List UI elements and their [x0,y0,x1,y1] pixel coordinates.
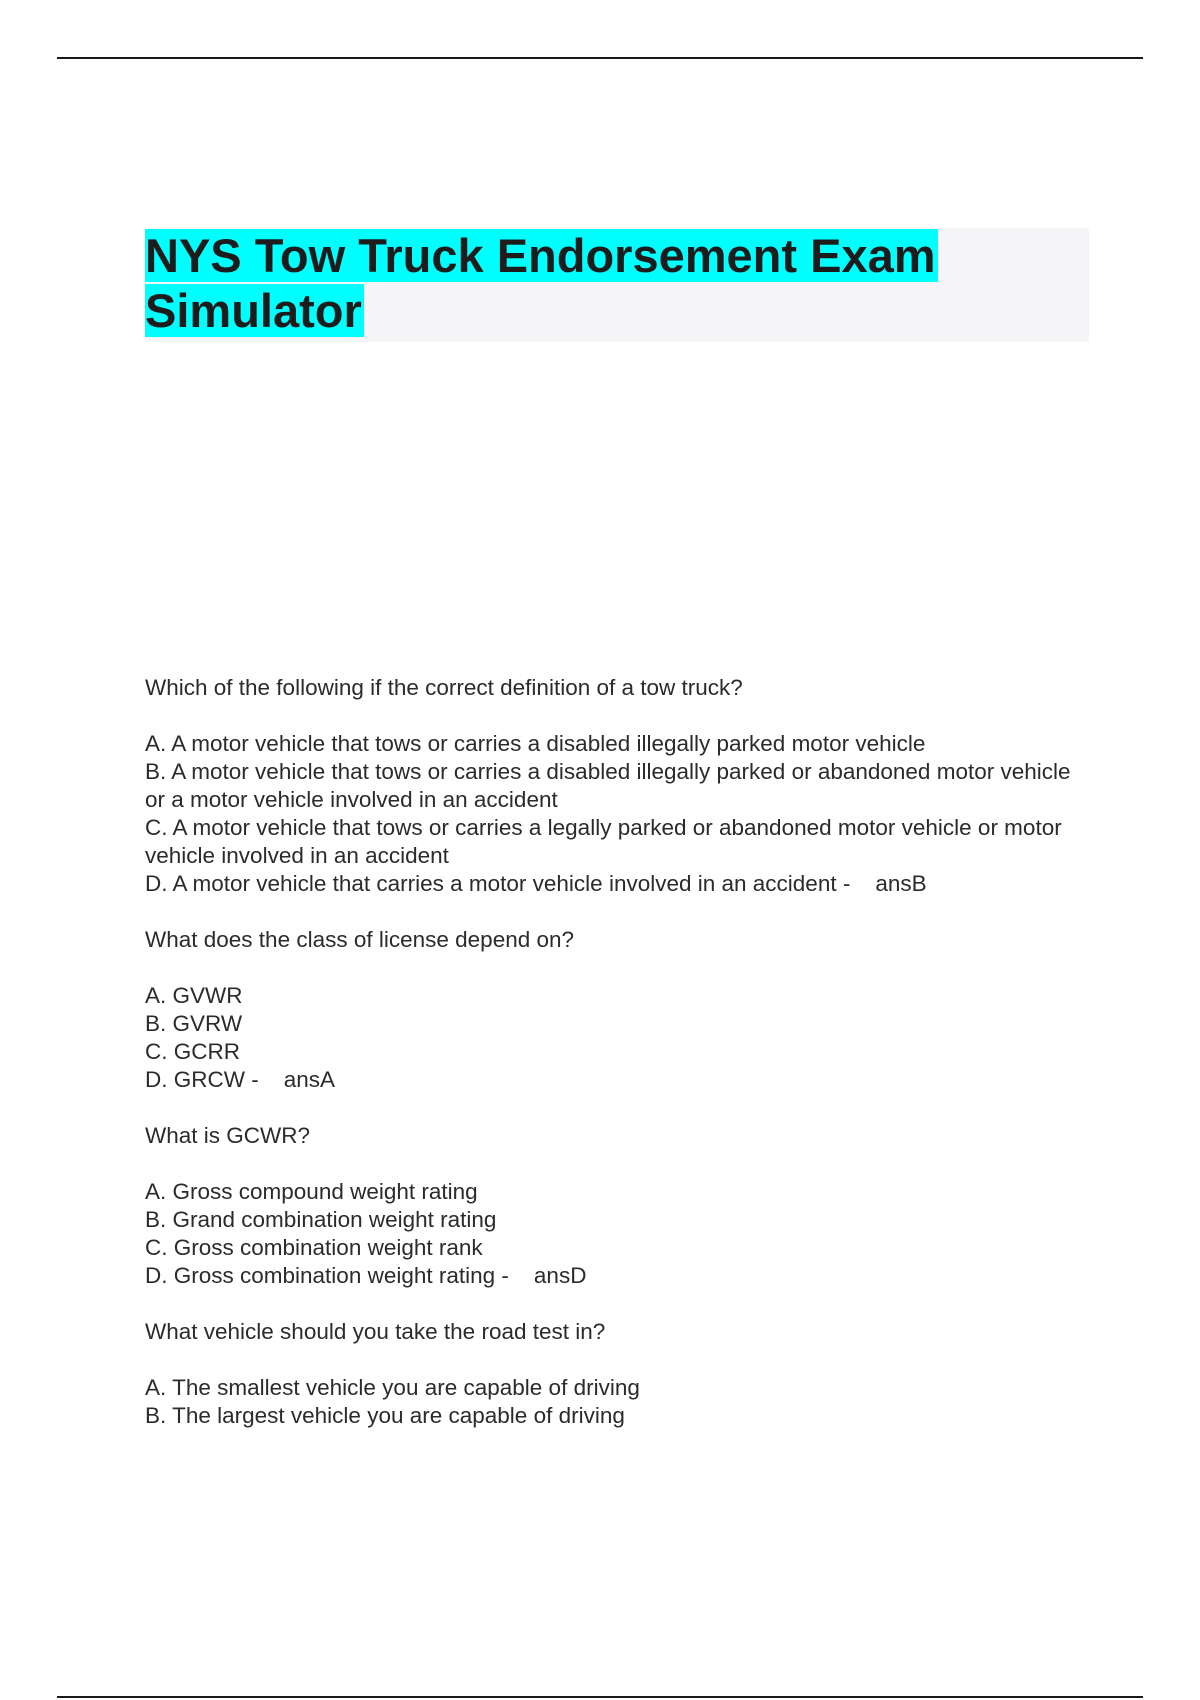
footer-rule [57,1696,1143,1698]
option-d-line [145,870,1075,898]
option-d: D. A motor vehicle that carries a motor vehicle involved in an accident - [145,871,851,896]
option-a: A. A motor vehicle that tows or carries a disabled illegally parked motor vehicle [145,731,926,756]
question-list [145,674,1075,1458]
option-c: C. A motor vehicle that tows or carries a legally parked or abandoned motor vehicle or motor vehicle involved in an accident [145,815,1062,868]
question-text: What vehicle should you take the road test in? [145,1319,606,1344]
answer-key: ansB [875,871,927,896]
question-4 [145,1318,1075,1430]
option-c: C. GCRR [145,1039,240,1064]
question-2 [145,926,1075,1094]
option-d: D. GRCW - [145,1067,259,1092]
option-a: A. Gross compound weight rating [145,1179,478,1204]
question-1 [145,674,1075,898]
question-3 [145,1122,1075,1290]
document-title [145,228,1089,338]
option-c: C. Gross combination weight rank [145,1235,483,1260]
option-a: A. GVWR [145,983,243,1008]
option-a: A. The smallest vehicle you are capable of driving [145,1375,640,1400]
option-d: D. Gross combination weight rating - [145,1263,509,1288]
option-d-line [145,1262,1075,1290]
option-b: B. The largest vehicle you are capable of driving [145,1403,625,1428]
option-d-line [145,1066,1075,1094]
title-line-2: Simulator [145,284,362,337]
question-text: What does the class of license depend on? [145,927,575,952]
question-text: What is GCWR? [145,1123,311,1148]
option-b: B. Grand combination weight rating [145,1207,497,1232]
header-rule [57,57,1143,59]
title-line-1: NYS Tow Truck Endorsement Exam [145,229,936,282]
title-block [145,228,1089,342]
question-text: Which of the following if the correct definition of a tow truck? [145,675,743,700]
answer-key: ansA [283,1067,336,1092]
option-b: B. GVRW [145,1011,243,1036]
answer-key: ansD [533,1263,587,1288]
option-b: B. A motor vehicle that tows or carries a disabled illegally parked or abandoned motor vehicle or a motor vehicle involved in an accident [145,759,1071,812]
